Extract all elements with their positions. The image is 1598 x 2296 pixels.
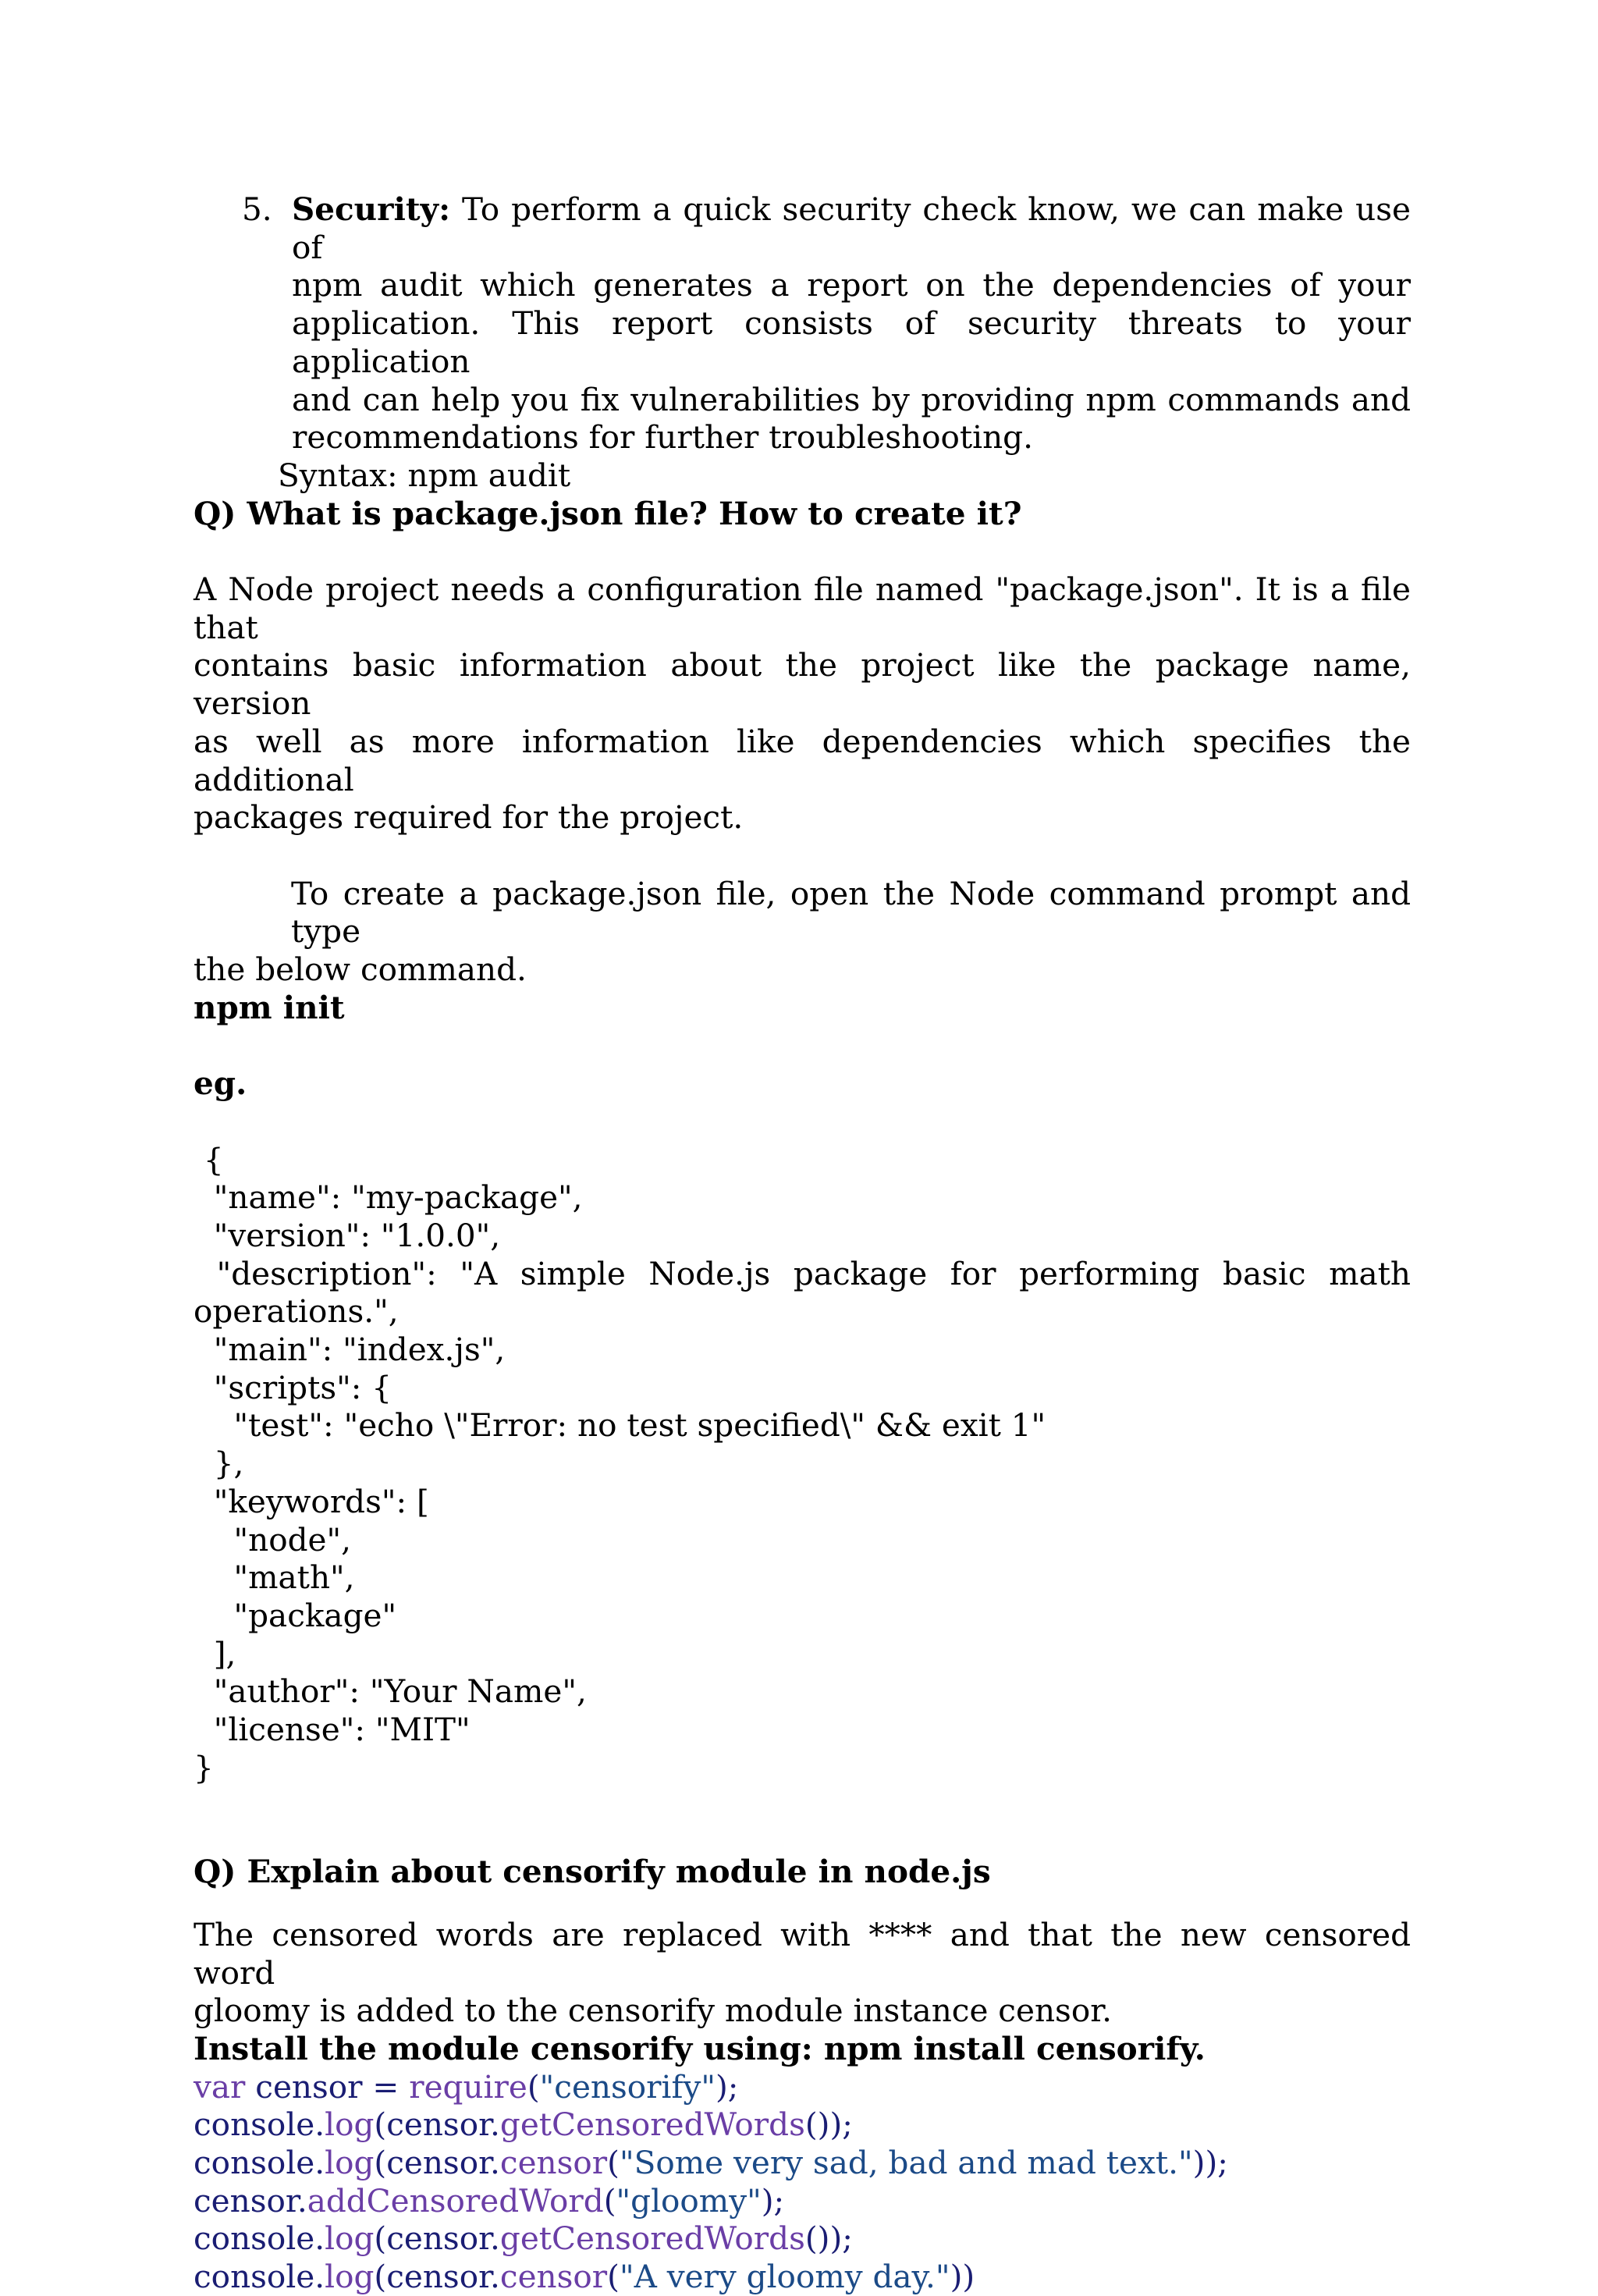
code-line-1: var censor = require("censorify"); [194, 2067, 739, 2106]
json-line: "math", [194, 1559, 355, 1597]
security-line-5: recommendations for further troubleshooting. [292, 418, 1033, 457]
json-line: "node", [194, 1520, 351, 1559]
page-content [194, 190, 1411, 2296]
json-line: "version": "1.0.0", [194, 1216, 501, 1254]
section-heading-censorify: Q) Explain about censorify module in node.js [194, 1853, 991, 1891]
security-line-1: Security: To perform a quick security check know, we can make use of [292, 190, 1411, 266]
security-line-3: application. This report consists of security threats to your application [292, 304, 1411, 380]
security-line-2: npm audit which generates a report on the dependencies of your [292, 266, 1411, 304]
package-para1-line-3: as well as more information like dependencies which specifies the additional [194, 722, 1411, 798]
json-line: "license": "MIT" [194, 1711, 471, 1749]
package-json-example [194, 1141, 1411, 1787]
json-line: "author": "Your Name", [194, 1672, 587, 1711]
json-line: ], [194, 1634, 236, 1672]
list-item-security [194, 190, 1411, 457]
code-line-3: console.log(censor.censor("Some very sad, bad and mad text.")); [194, 2144, 1228, 2182]
json-line: operations.", [194, 1292, 399, 1331]
example-label: eg. [194, 1064, 247, 1103]
censorify-code-block [194, 2068, 1411, 2296]
code-line-2: console.log(censor.getCensoredWords()); [194, 2106, 853, 2144]
package-para1-line-1: A Node project needs a configuration file named "package.json". It is a file that [194, 570, 1411, 646]
security-line-4: and can help you fix vulnerabilities by providing npm commands and [292, 380, 1411, 418]
npm-init-command: npm init [194, 988, 345, 1026]
json-line: "name": "my-package", [194, 1178, 583, 1217]
json-line: } [194, 1748, 214, 1786]
security-syntax: Syntax: npm audit [278, 456, 571, 494]
package-para2-line-2: the below command. [194, 951, 527, 989]
package-para2-line-1: To create a package.json file, open the Node command prompt and type [291, 874, 1411, 951]
section-heading-package-json: Q) What is package.json file? How to create it? [194, 494, 1022, 532]
censorify-para-line-1: The censored words are replaced with **** and that the new censored word [194, 1915, 1411, 1992]
package-para1-line-2: contains basic information about the project like the package name, version [194, 646, 1411, 723]
json-line-description: "description": "A simple Node.js package for performing basic math [194, 1254, 1411, 1292]
censorify-para-line-2: gloomy is added to the censorify module instance censor. [194, 1992, 1112, 2030]
json-line: }, [194, 1445, 244, 1483]
json-line: { [194, 1140, 224, 1178]
censorify-install-line: Install the module censorify using: npm install censorify. [194, 2029, 1206, 2067]
code-line-6: console.log(censor.censor("A very gloomy day.")) [194, 2258, 975, 2296]
json-line: "package" [194, 1596, 397, 1634]
security-title: Security: [292, 190, 451, 228]
code-line-5: console.log(censor.getCensoredWords()); [194, 2220, 853, 2258]
package-para1-line-4: packages required for the project. [194, 798, 744, 837]
code-line-4: censor.addCensoredWord("gloomy"); [194, 2181, 785, 2220]
json-line: "keywords": [ [194, 1482, 429, 1520]
json-line: "test": "echo \"Error: no test specified\" && exit 1" [194, 1406, 1046, 1445]
list-number: 5. [242, 190, 272, 228]
json-line: "main": "index.js", [194, 1331, 506, 1369]
json-line: "scripts": { [194, 1368, 392, 1406]
